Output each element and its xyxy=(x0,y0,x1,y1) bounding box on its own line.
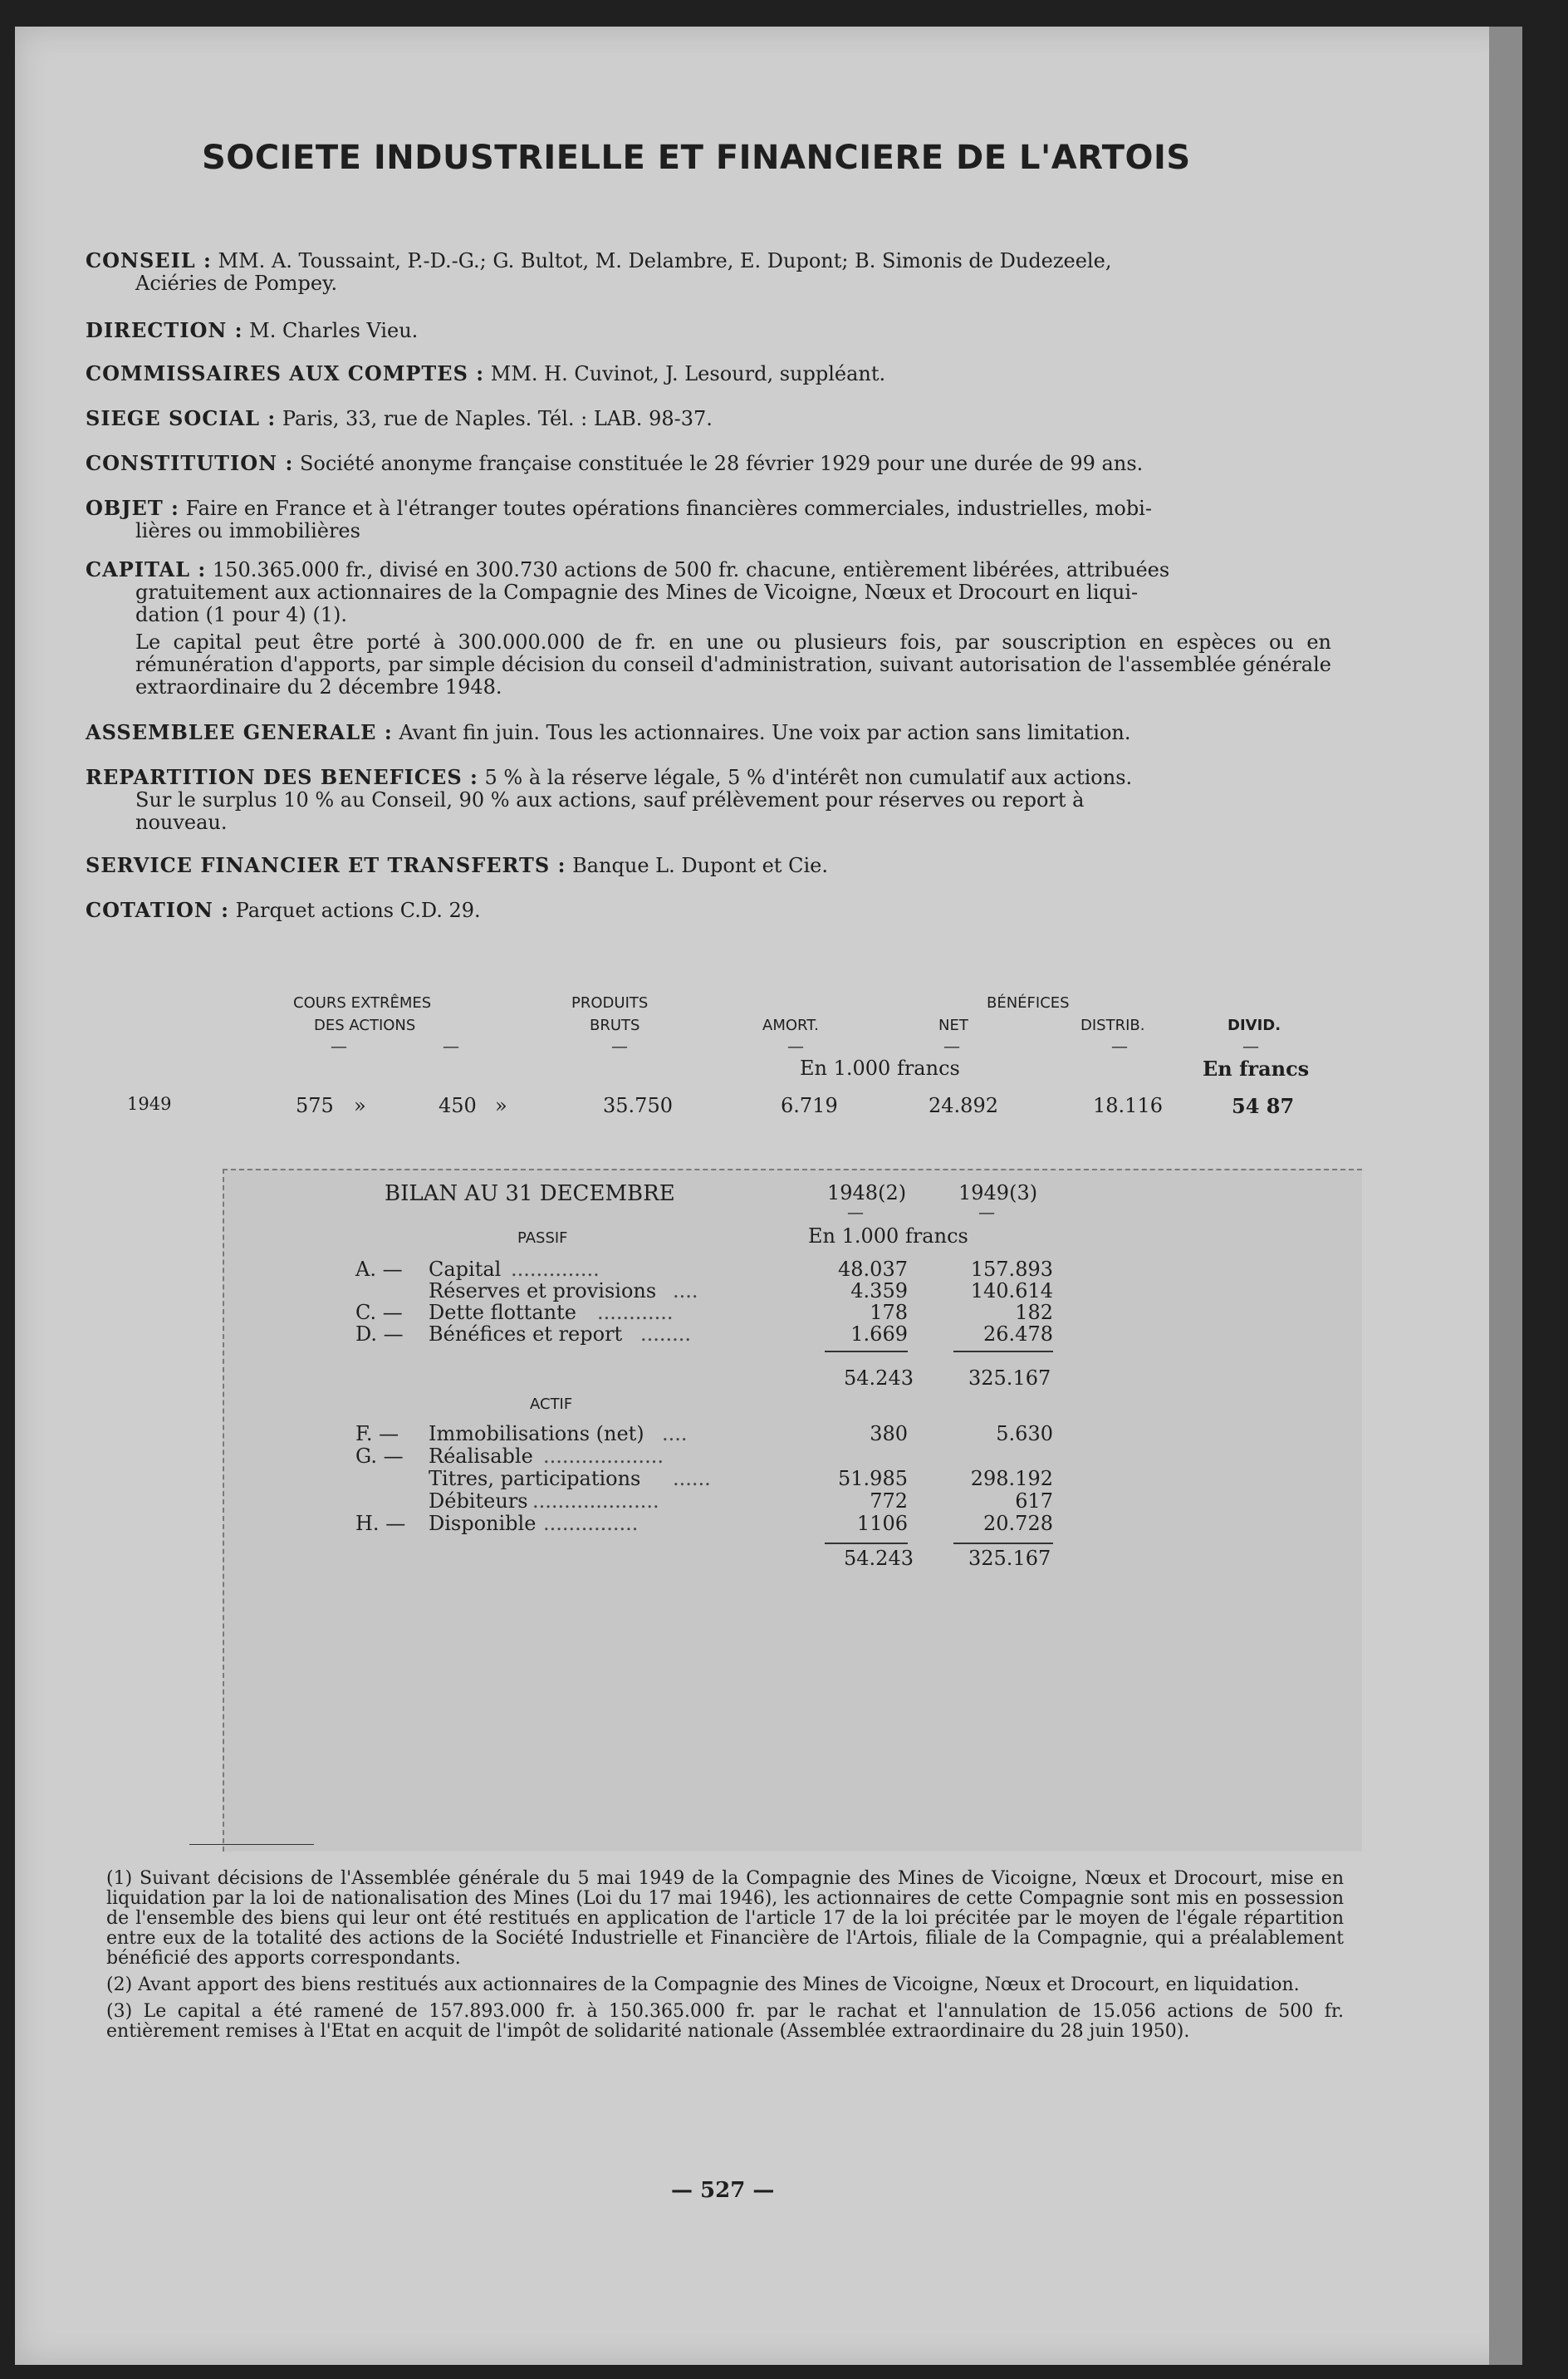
capital-label: CAPITAL : xyxy=(86,557,207,581)
objet-label: OBJET : xyxy=(86,496,179,520)
row-label: Titres, participations xyxy=(429,1467,641,1490)
cotation-label: COTATION : xyxy=(86,898,230,922)
passif-label: PASSIF xyxy=(517,1229,568,1247)
section-siege xyxy=(86,407,1331,430)
page-title: SOCIETE INDUSTRIELLE ET FINANCIERE DE L'ARTOIS xyxy=(202,139,1191,177)
row-label: Débiteurs xyxy=(429,1489,528,1513)
row-dots: ...... xyxy=(673,1467,711,1490)
row-net: 24.892 xyxy=(929,1094,998,1117)
section-commissaires xyxy=(86,362,1331,385)
row-dots: .... xyxy=(673,1279,698,1302)
section-constitution xyxy=(86,452,1331,475)
dash: — xyxy=(611,1036,628,1056)
row-dots: .................... xyxy=(532,1489,659,1513)
conseil-text: MM. A. Toussaint, P.-D.-G.; G. Bultot, M. Delambre, E. Dupont; B. Simonis de Dudezeele, xyxy=(218,249,1112,272)
dash: — xyxy=(443,1036,459,1056)
service-label: SERVICE FINANCIER ET TRANSFERTS : xyxy=(86,853,566,877)
dash: — xyxy=(978,1202,995,1222)
row-amort: 6.719 xyxy=(781,1094,838,1117)
row-value-1949: 298.192 xyxy=(970,1467,1053,1490)
row-value-1949: 157.893 xyxy=(970,1258,1053,1281)
conseil-text-2: Aciéries de Pompey. xyxy=(135,272,338,295)
quote-mark: » xyxy=(354,1094,366,1117)
row-value-1949: 26.478 xyxy=(983,1322,1053,1346)
total-rule xyxy=(953,1351,1053,1352)
row-dots: ............... xyxy=(543,1512,639,1535)
footnote-rule xyxy=(189,1844,314,1845)
repartition-text-2: Sur le surplus 10 % au Conseil, 90 % aux actions, sauf prélèvement pour réserves ou report à xyxy=(135,788,1085,812)
total-rule xyxy=(953,1543,1053,1544)
footnote-3: (3) Le capital a été ramené de 157.893.000 fr. à 150.365.000 fr. par le rachat et l'annulation de 15.056 actions de 500 fr. entièrement remises à l'Etat en acquit de l'impôt de solidarité nationale (Assemblée extraordinaire du 28 juin 1950). xyxy=(106,2001,1344,2042)
objet-text-2: lières ou immobilières xyxy=(135,519,360,542)
row-value-1948: 380 xyxy=(870,1422,908,1445)
passif-total-1948: 54.243 xyxy=(844,1366,914,1390)
section-objet xyxy=(86,497,1331,542)
direction-label: DIRECTION : xyxy=(86,318,243,342)
row-value-1948: 51.985 xyxy=(838,1467,908,1490)
constitution-text: Société anonyme française constituée le 28 février 1929 pour une durée de 99 ans. xyxy=(299,452,1144,475)
footnote-2: (2) Avant apport des biens restitués aux actionnaires de la Compagnie des Mines de Vicoigne, Nœux et Drocourt, en liquidation. xyxy=(106,1974,1300,1995)
row-value-1949: 20.728 xyxy=(983,1512,1053,1535)
commissaires-text: MM. H. Cuvinot, J. Lesourd, suppléant. xyxy=(490,362,886,385)
row-label: Disponible xyxy=(429,1512,537,1535)
row-letter: A. — xyxy=(355,1258,403,1281)
section-cotation xyxy=(86,899,1331,922)
assemblee-text: Avant fin juin. Tous les actionnaires. Une voix par action sans limitation. xyxy=(399,721,1131,744)
assemblee-label: ASSEMBLEE GENERALE : xyxy=(86,720,393,744)
section-direction xyxy=(86,319,1331,342)
bilan-col-1948: 1948(2) xyxy=(827,1181,907,1204)
row-value-1948: 1.669 xyxy=(850,1322,908,1346)
row-label: Réserves et provisions xyxy=(429,1279,657,1302)
row-label: Immobilisations (net) xyxy=(429,1422,644,1445)
capital-text-2: gratuitement aux actionnaires de la Compagnie des Mines de Vicoigne, Nœux et Drocourt en liqui- xyxy=(135,581,1139,604)
row-letter: G. — xyxy=(355,1445,404,1468)
col-distrib-header: DISTRIB. xyxy=(1080,1017,1145,1034)
row-value-1948: 178 xyxy=(870,1301,908,1324)
row-dots: .............. xyxy=(511,1258,600,1281)
row-dots: .... xyxy=(662,1422,688,1445)
row-letter: H. — xyxy=(355,1512,406,1535)
col-produits-header-2: BRUTS xyxy=(590,1017,640,1034)
col-divid-header: DIVID. xyxy=(1227,1017,1281,1034)
col-amort-header: AMORT. xyxy=(762,1017,819,1034)
row-label: Bénéfices et report xyxy=(429,1322,623,1346)
repartition-text-3: nouveau. xyxy=(135,811,228,834)
dash: — xyxy=(943,1036,960,1056)
row-value-1948: 4.359 xyxy=(850,1279,908,1302)
service-text: Banque L. Dupont et Cie. xyxy=(572,854,828,877)
repartition-label: REPARTITION DES BENEFICES : xyxy=(86,765,478,789)
conseil-label: CONSEIL : xyxy=(86,248,212,272)
row-label: Dette flottante xyxy=(429,1301,576,1324)
document-page xyxy=(15,27,1522,2365)
dash: — xyxy=(787,1036,804,1056)
page-edge xyxy=(1489,27,1522,2365)
constitution-label: CONSTITUTION : xyxy=(86,451,294,475)
cotation-text: Parquet actions C.D. 29. xyxy=(235,899,481,922)
passif-total-1949: 325.167 xyxy=(968,1366,1051,1390)
section-conseil xyxy=(86,249,1331,295)
row-label: Capital xyxy=(429,1258,502,1281)
unit-francs: En 1.000 francs xyxy=(800,1057,960,1080)
capital-paragraph: Le capital peut être porté à 300.000.000 de fr. en une ou plusieurs fois, par souscription en espèces ou en rémunération d'apports, par simple décision du conseil d'administration, suivant autorisation de l'assemblée générale extraordinaire du 2 décembre 1948. xyxy=(135,630,1331,699)
row-value-1948: 772 xyxy=(870,1489,908,1513)
row-value-1948: 1106 xyxy=(856,1512,908,1535)
row-letter: D. — xyxy=(355,1322,404,1346)
siege-label: SIEGE SOCIAL : xyxy=(86,406,277,430)
row-value-1949: 617 xyxy=(1015,1489,1053,1513)
col-net-header: NET xyxy=(938,1017,968,1034)
capital-text: 150.365.000 fr., divisé en 300.730 actions de 500 fr. chacune, entièrement libérées, attribuées xyxy=(212,558,1170,581)
section-assemblee xyxy=(86,721,1331,744)
page-number: — 527 — xyxy=(671,2178,775,2203)
row-distrib: 18.116 xyxy=(1093,1094,1163,1117)
row-divid: 54 87 xyxy=(1232,1094,1295,1118)
col-cours-header-2: DES ACTIONS xyxy=(314,1017,416,1034)
repartition-text: 5 % à la réserve légale, 5 % d'intérêt non cumulatif aux actions. xyxy=(484,766,1133,789)
footnote-1: (1) Suivant décisions de l'Assemblée générale du 5 mai 1949 de la Compagnie des Mines de Vicoigne, Nœux et Drocourt, mise en liquidation par la loi de nationalisation des Mines (Loi du 17 mai 1946), les actionnaires de cette Compagnie sont mis en possession de l'ensemble des biens qui leur ont été restitués en application de l'article 17 de la loi précitée par le moyen de l'égale répartition entre eux de la totalité des actions de la Société Industrielle et Financière de l'Artois, filiale de la Compagnie, qui a préalablement bénéficié des apports correspondants. xyxy=(106,1868,1344,1969)
row-dots: ................... xyxy=(543,1445,664,1468)
unit-div: En francs xyxy=(1203,1057,1310,1081)
total-rule xyxy=(825,1543,908,1544)
quote-mark: » xyxy=(495,1094,507,1117)
dash: — xyxy=(847,1202,864,1222)
objet-text: Faire en France et à l'étranger toutes opérations financières commerciales, industrielles, mobi- xyxy=(185,497,1152,520)
siege-text: Paris, 33, rue de Naples. Tél. : LAB. 98-37. xyxy=(282,407,713,430)
bilan-unit: En 1.000 francs xyxy=(808,1224,968,1248)
row-produits: 35.750 xyxy=(603,1094,673,1117)
direction-text: M. Charles Vieu. xyxy=(249,319,419,342)
dash: — xyxy=(1242,1036,1259,1056)
row-dots: ............ xyxy=(597,1301,674,1324)
col-cours-header: COURS EXTRÊMES xyxy=(293,994,432,1012)
actif-total-1948: 54.243 xyxy=(844,1547,914,1570)
col-produits-header: PRODUITS xyxy=(571,994,649,1012)
row-value-1948: 48.037 xyxy=(838,1258,908,1281)
section-repartition xyxy=(86,766,1331,834)
dash: — xyxy=(1111,1036,1128,1056)
row-dots: ........ xyxy=(640,1322,692,1346)
dash: — xyxy=(331,1036,347,1056)
commissaires-label: COMMISSAIRES AUX COMPTES : xyxy=(86,361,485,385)
row-letter: F. — xyxy=(355,1422,399,1445)
section-capital xyxy=(86,558,1331,699)
total-rule xyxy=(825,1351,908,1352)
footnotes xyxy=(106,1869,1344,2048)
bilan-title: BILAN AU 31 DECEMBRE xyxy=(385,1181,675,1206)
row-year: 1949 xyxy=(127,1094,172,1114)
row-low: 450 xyxy=(439,1094,477,1117)
row-value-1949: 140.614 xyxy=(970,1279,1053,1302)
actif-total-1949: 325.167 xyxy=(968,1547,1051,1570)
bilan-col-1949: 1949(3) xyxy=(958,1181,1038,1204)
row-value-1949: 182 xyxy=(1015,1301,1053,1324)
row-label: Réalisable xyxy=(429,1445,533,1468)
row-letter: C. — xyxy=(355,1301,403,1324)
row-value-1949: 5.630 xyxy=(996,1422,1053,1445)
row-high: 575 xyxy=(296,1094,334,1117)
capital-text-3: dation (1 pour 4) (1). xyxy=(135,603,348,626)
col-benefices-header: BÉNÉFICES xyxy=(987,994,1070,1012)
section-service xyxy=(86,854,1331,877)
actif-label: ACTIF xyxy=(530,1396,573,1413)
